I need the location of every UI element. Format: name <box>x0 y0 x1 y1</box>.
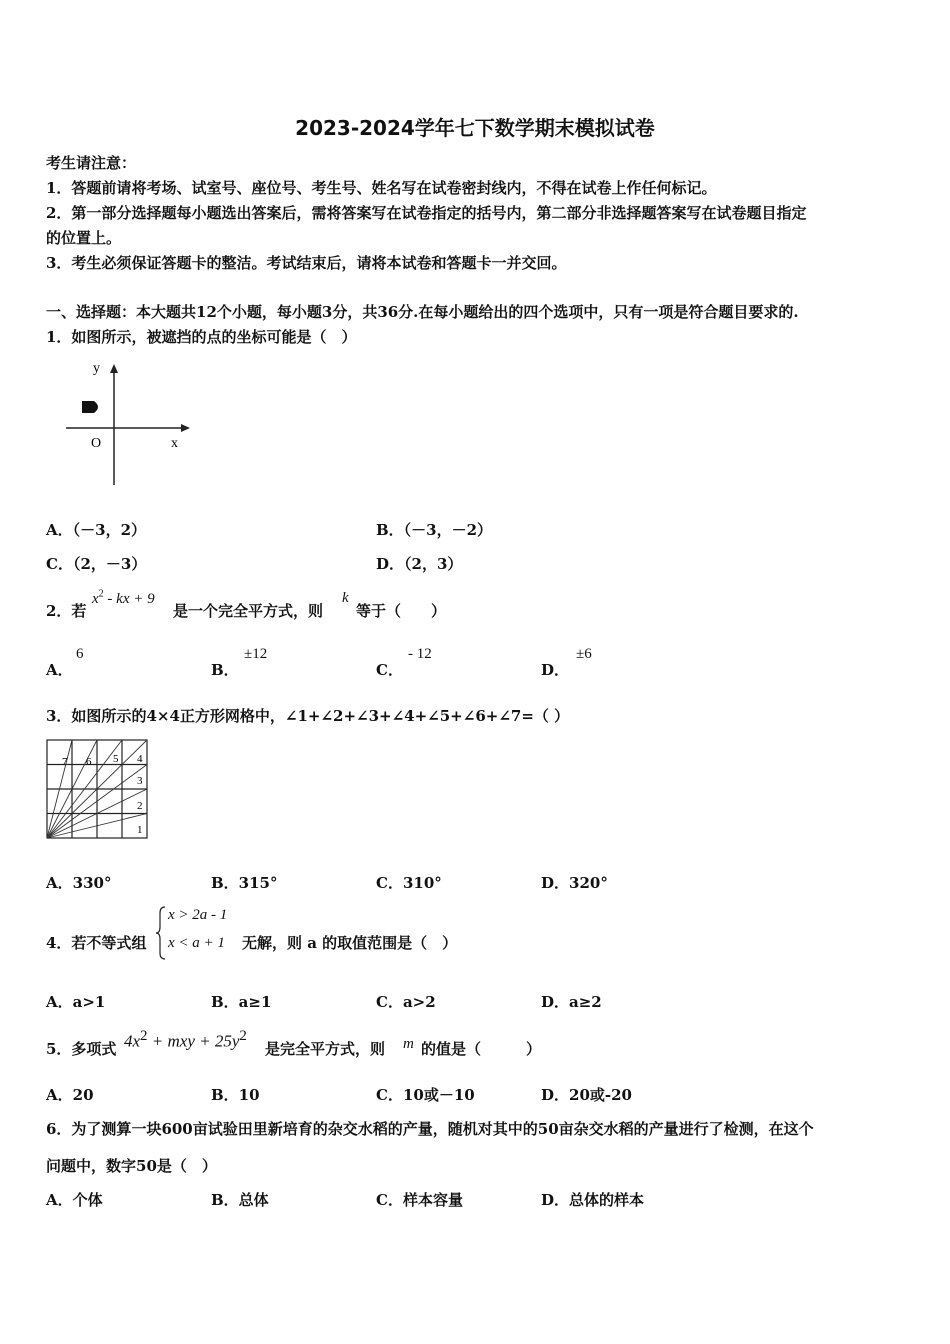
notice-item: 2．第一部分选择题每小题选出答案后，需将答案写在试卷指定的括号内，第二部分非选择题答案写在试卷题目指定 <box>46 204 807 222</box>
q4-ineq-2: x < a + 1 <box>168 935 225 951</box>
fig-y-label: y <box>93 361 100 376</box>
q4-option-b: B．a≥1 <box>211 993 272 1011</box>
q6-option-c: C．样本容量 <box>376 1191 463 1209</box>
q2-option-a-label: A． <box>46 661 73 679</box>
q5-post: 的值是（ ） <box>421 1040 542 1058</box>
q6-option-b: B．总体 <box>211 1191 269 1209</box>
q2-option-d-value: ±6 <box>576 646 592 662</box>
q5-option-c: C．10或－10 <box>376 1086 475 1104</box>
q2-mid: 是一个完全平方式，则 <box>173 602 324 620</box>
q6-option-d: D．总体的样本 <box>541 1191 645 1209</box>
angle-label-2: 2 <box>137 800 143 812</box>
fig-x-label: x <box>171 436 178 451</box>
q1-stem: 1．如图所示，被遮挡的点的坐标可能是（ ） <box>46 328 357 346</box>
q3-grid-figure <box>45 738 153 842</box>
angle-label-4: 4 <box>137 753 143 765</box>
q6-stem-line2: 问题中，数字50是（ ） <box>46 1157 217 1175</box>
q1-option-a: A．（－3，2） <box>46 521 147 539</box>
q2-pre: 2．若 <box>46 602 87 620</box>
q4-option-d: D．a≥2 <box>541 993 602 1011</box>
q6-stem-line1: 6．为了测算一块600亩试验田里新培育的杂交水稻的产量，随机对其中的50亩杂交水稻的产量进行了检测，在这个 <box>46 1120 814 1138</box>
q1-option-d: D．（2，3） <box>376 555 463 573</box>
q2-option-b-value: ±12 <box>244 646 268 662</box>
q1-coordinate-figure <box>60 355 200 490</box>
q5-option-a: A．20 <box>46 1086 94 1104</box>
q5-pre: 5．多项式 <box>46 1040 117 1058</box>
angle-label-6: 6 <box>86 756 92 768</box>
q5-option-b: B．10 <box>211 1086 260 1104</box>
q2-option-b-label: B． <box>211 661 239 679</box>
q4-pre: 4．若不等式组 <box>46 934 147 952</box>
q3-option-b: B．315° <box>211 874 278 892</box>
q5-option-d: D．20或-20 <box>541 1086 632 1104</box>
angle-label-1: 1 <box>137 824 143 836</box>
q3-option-d: D．320° <box>541 874 608 892</box>
q2-option-c-value: - 12 <box>408 646 432 662</box>
q2-k: k <box>342 590 349 606</box>
notice-item: 1．答题前请将考场、试室号、座位号、考生号、姓名写在试卷密封线内，不得在试卷上作任何标记。 <box>46 179 717 197</box>
q3-option-a: A．330° <box>46 874 112 892</box>
q2-expression: $x^2$ - kx + 9 <box>92 588 155 607</box>
q1-option-b: B．（－3，－2） <box>376 521 493 539</box>
angle-label-5: 5 <box>113 753 119 765</box>
q4-option-a: A．a>1 <box>46 993 106 1011</box>
q5-m: m <box>403 1036 414 1052</box>
q1-option-c: C．（2，－3） <box>46 555 147 573</box>
q6-option-a: A．个体 <box>46 1191 103 1209</box>
notice-item: 的位置上。 <box>46 229 122 247</box>
q4-option-c: C．a>2 <box>376 993 436 1011</box>
q5-expression: $4x^2$ + mxy + $25y^2$ <box>124 1028 247 1051</box>
q4-post: 无解，则 a 的取值范围是（ ） <box>242 934 458 952</box>
q2-option-d-label: D． <box>541 661 570 679</box>
angle-label-7: 7 <box>62 756 68 768</box>
q4-brace <box>155 905 167 961</box>
q2-option-a-value: 6 <box>76 646 84 662</box>
page-title: 2023-2024学年七下数学期末模拟试卷 <box>295 116 655 140</box>
covered-point-blob-icon <box>82 401 98 413</box>
fig-origin-label: O <box>91 436 102 451</box>
q4-ineq-1: x > 2a - 1 <box>168 907 228 923</box>
angle-label-3: 3 <box>137 775 143 787</box>
notice-heading: 考生请注意： <box>46 154 137 172</box>
section-heading: 一、选择题：本大题共12个小题，每小题3分，共36分.在每小题给出的四个选项中，只有一项是符合题目要求的. <box>46 303 799 321</box>
q3-option-c: C．310° <box>376 874 442 892</box>
q2-option-c-label: C． <box>376 661 403 679</box>
notice-item: 3．考生必须保证答题卡的整洁。考试结束后，请将本试卷和答题卡一并交回。 <box>46 254 567 272</box>
q5-mid: 是完全平方式，则 <box>265 1040 386 1058</box>
q2-post: 等于（ ） <box>356 602 447 620</box>
q3-stem: 3．如图所示的4×4正方形网格中，∠1+∠2+∠3+∠4+∠5+∠6+∠7=（ ） <box>46 707 570 725</box>
